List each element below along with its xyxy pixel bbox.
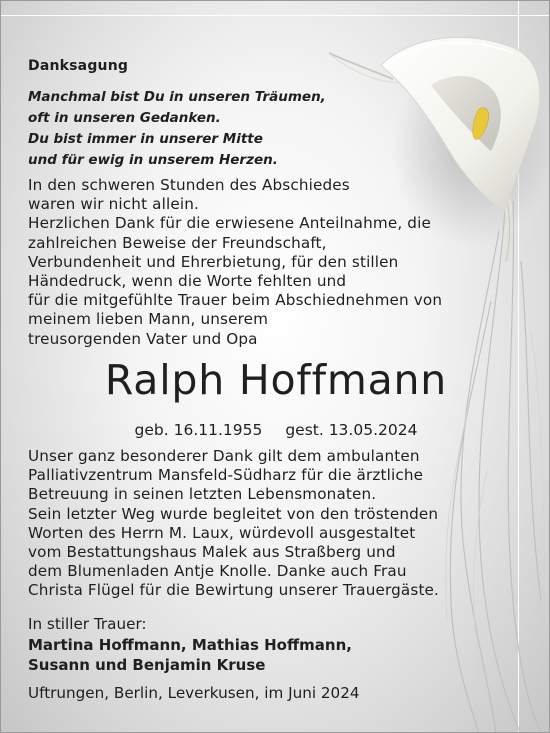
paragraph-line: meinem lieben Mann, unserem — [28, 310, 269, 329]
place-and-date: Uftrungen, Berlin, Leverkusen, im Juni 2024 — [28, 684, 360, 702]
paragraph-line: treusorgenden Vater und Opa — [28, 329, 258, 348]
mourner-line: Susann und Benjamin Kruse — [28, 656, 266, 674]
poem-line: Du bist immer in unserer Mitte — [28, 131, 263, 147]
deceased-name: Ralph Hoffmann — [104, 356, 448, 404]
special-thanks-paragraph — [28, 447, 439, 601]
paragraph-line: Betreuung in seinen letzten Lebensmonaten. — [28, 485, 377, 504]
paragraph-line: Worten des Herrn M. Laux, würdevoll ausgestaltet — [28, 523, 416, 542]
paragraph-line: Christa Flügel für die Bewirtung unserer Trauergäste. — [28, 581, 440, 600]
birth-date: geb. 16.11.1955 — [134, 421, 263, 439]
heading: Danksagung — [28, 58, 129, 74]
paragraph-line: waren wir nicht allein. — [28, 195, 199, 214]
life-dates — [1, 421, 550, 439]
mourning-label: In stiller Trauer: — [28, 615, 147, 633]
death-date: gest. 13.05.2024 — [285, 421, 418, 439]
paragraph-line: für die mitgefühlte Trauer beim Abschiednehmen von — [28, 291, 443, 310]
thanks-paragraph — [28, 176, 442, 349]
poem-line: Manchmal bist Du in unseren Träumen, — [28, 89, 326, 105]
paragraph-line: Händedruck, wenn die Worte fehlten und — [28, 272, 347, 291]
paragraph-line: Unser ganz besonderer Dank gilt dem ambulanten — [28, 447, 420, 465]
mourner-line: Martina Hoffmann, Mathias Hoffmann, — [28, 636, 352, 654]
paragraph-line: In den schweren Stunden des Abschiedes — [28, 176, 350, 194]
paragraph-line: Verbundenheit und Ehrerbietung, für den stillen — [28, 252, 399, 271]
poem-line: und für ewig in unserem Herzen. — [28, 152, 278, 168]
paragraph-line: Herzlichen Dank für die erwiesene Anteilnahme, die — [28, 214, 431, 233]
paragraph-line: Sein letzter Weg wurde begleitet von den tröstenden — [28, 504, 439, 523]
paragraph-line: dem Blumenladen Antje Knolle. Danke auch Frau — [28, 562, 407, 581]
paragraph-line: vom Bestattungshaus Malek aus Straßberg und — [28, 543, 396, 562]
poem-line: oft in unseren Gedanken. — [28, 110, 221, 126]
poem — [28, 87, 326, 171]
paragraph-line: Palliativzentrum Mansfeld-Südharz für die ärztliche — [28, 466, 424, 485]
paragraph-line: zahlreichen Beweise der Freundschaft, — [28, 233, 327, 252]
mourners-list — [28, 635, 352, 675]
